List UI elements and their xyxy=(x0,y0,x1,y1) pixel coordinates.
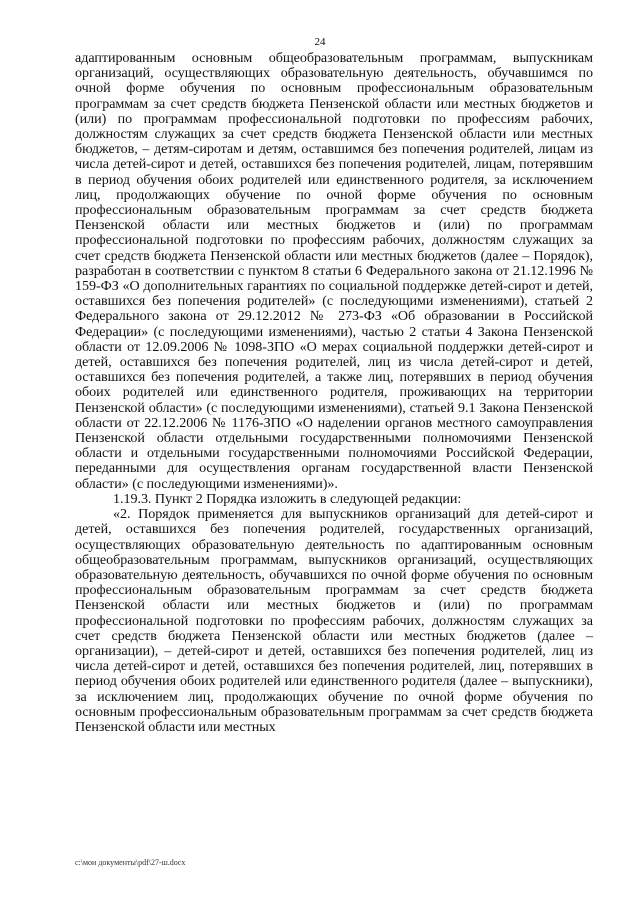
paragraph-continuation: адаптированным основным общеобразовательным программам, выпускникам организаций, осуществляющих образовательную деятельность, обучавшимся по очной форме обучения по основным профессиональным образовательным программам за счет средств бюджета Пензенской области или местных бюджетов и (или) по программам профессиональной подготовки по профессиям рабочих, должностям служащих за счет средств бюджета Пензенской области или местных бюджетов, – детям-сиротам и детям, оставшимся без попечения родителей, лицам из числа детей-сирот и детей, оставшихся без попечения родителей, лицам, потерявшим в период обучения обоих родителей или единственного родителя, за исключением лиц, продолжающих обучение по очной форме обучения по основным профессиональным образовательным программам за счет средств бюджета Пензенской области или местных бюджетов и (или) по программам профессиональной подготовки по профессиям рабочих, должностям служащих за счет средств бюджета Пензенской области или местных бюджетов (далее – Порядок), разработан в соответствии с пунктом 8 статьи 6 Федерального закона от 21.12.1996 № 159-ФЗ «О дополнительных гарантиях по социальной поддержке детей-сирот и детей, оставшихся без попечения родителей» (с последующими изменениями), статьей 2 Федерального закона от 29.12.2012 № 273-ФЗ «Об образовании в Российской Федерации» (с последующими изменениями), частью 2 статьи 4 Закона Пензенской области от 12.09.2006 № 1098-ЗПО «О мерах социальной поддержки детей-сирот и детей, оставшихся без попечения родителей, лиц из числа детей-сирот и детей, оставшихся без попечения родителей, а также лиц, потерявших в период обучения обоих родителей или единственного родителя, проживающих на территории Пензенской области» (с последующими изменениями), статьей 9.1 Закона Пензенской области от 22.12.2006 № 1176-ЗПО «О наделении органов местного самоуправления Пензенской области отдельными государственными полномочиями Пензенской области и отдельными государственными полномочиями Российской Федерации, переданными для осуществления органам государственной власти Пензенской области» (с последующими изменениями)». xyxy=(75,50,593,492)
page-number: 24 xyxy=(314,36,326,48)
document-body xyxy=(75,51,593,735)
paragraph-item-1-19-3: 1.19.3. Пункт 2 Порядка изложить в следующей редакции: xyxy=(113,490,462,507)
footer-file-path: c:\мои документы\pdf\27-ш.docx xyxy=(75,858,186,867)
paragraph-new-wording: «2. Порядок применяется для выпускников организаций для детей-сирот и детей, оставшихся без попечения родителей, государственных организаций, осуществляющих образовательную деятельность по адаптированным основным общеобразовательным программам, выпускников организаций, осуществляющих образовательную деятельность, обучавшихся по очной форме обучения по основным профессиональным образовательным программам за счет средств бюджета Пензенской области или местных бюджетов и (или) по программам профессиональной подготовки по профессиям рабочих, должностям служащих за счет средств бюджета Пензенской области или местных бюджетов (далее – организации), – детей-сирот и детей, оставшихся без попечения родителей, лиц из числа детей-сирот и детей, оставшихся без попечения родителей, лиц, потерявших в период обучения обоих родителей или единственного родителя (далее – выпускники), за исключением лиц, продолжающих обучение по очной форме обучения по основным профессиональным образовательным программам за счет средств бюджета Пензенской области или местных xyxy=(75,506,593,735)
